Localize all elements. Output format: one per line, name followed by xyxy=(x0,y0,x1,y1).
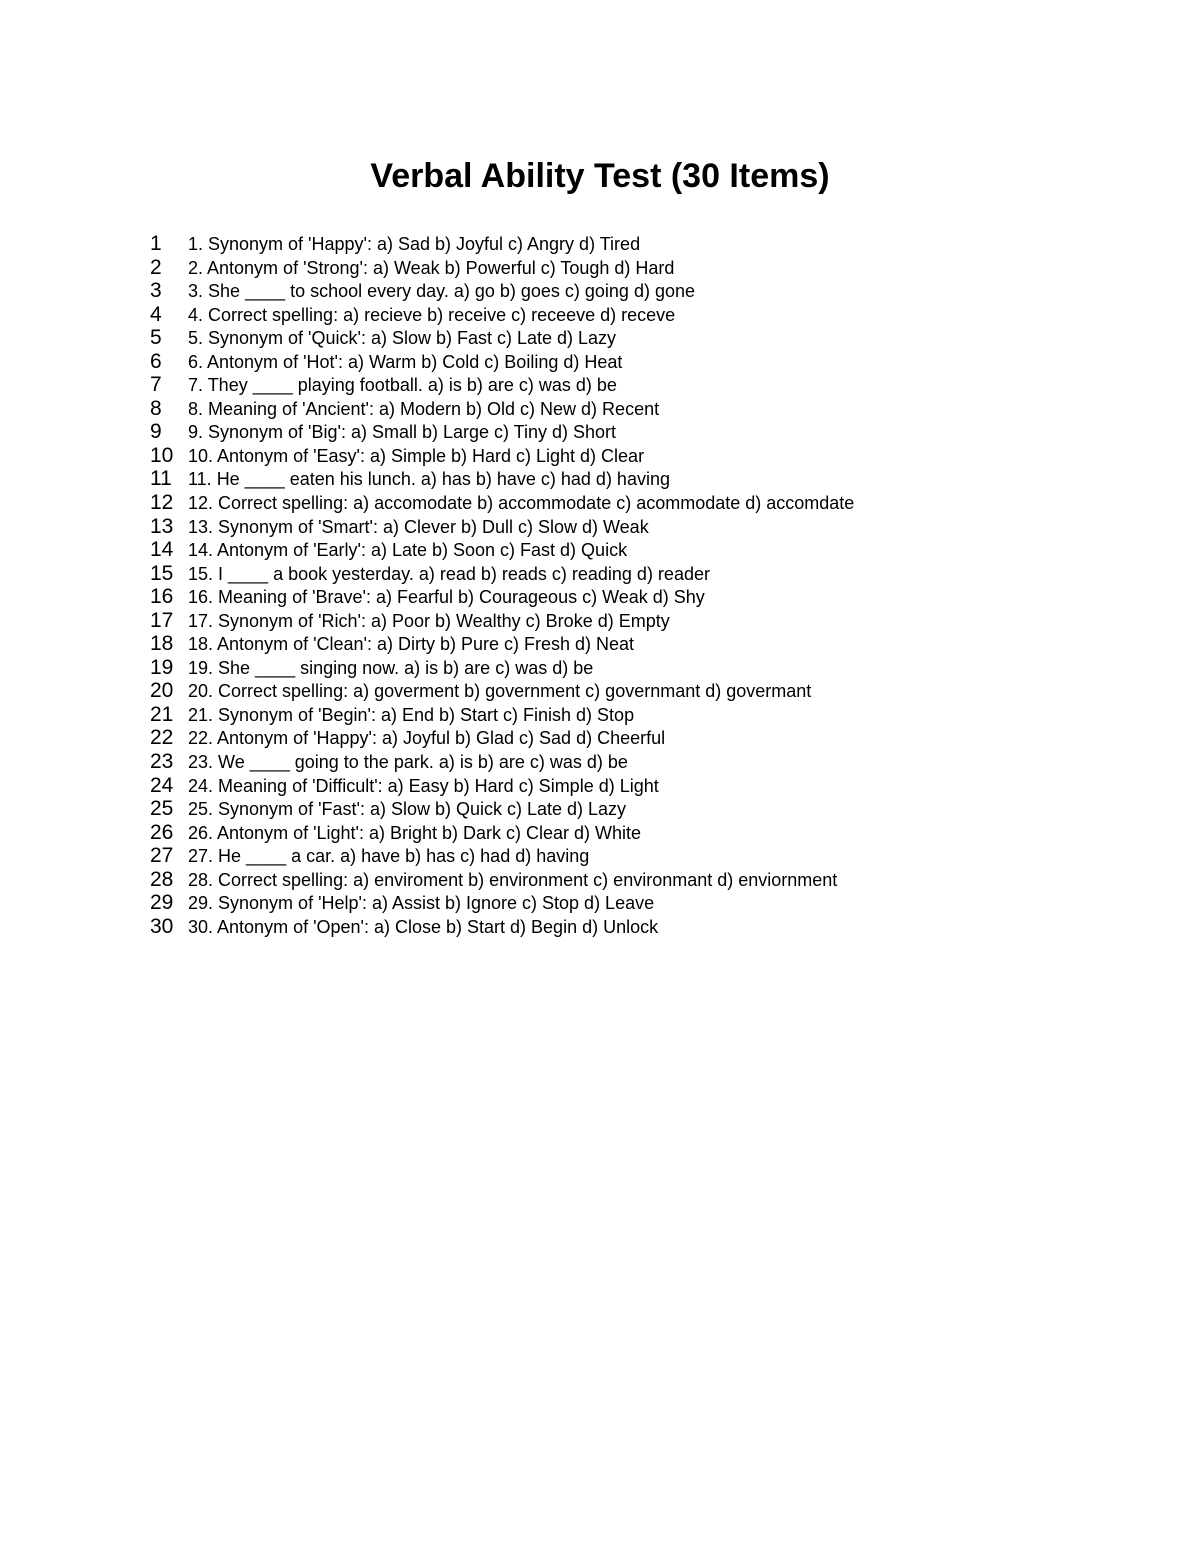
question-item xyxy=(150,868,1050,892)
page-title: Verbal Ability Test (30 Items) xyxy=(370,157,830,195)
line-number: 27 xyxy=(150,844,174,868)
question-text: 11. He ____ eaten his lunch. a) has b) have c) had d) having xyxy=(188,469,670,490)
line-number: 18 xyxy=(150,632,174,656)
question-item xyxy=(150,632,1050,656)
question-list xyxy=(150,232,1050,938)
question-text: 4. Correct spelling: a) recieve b) receive c) receeve d) receve xyxy=(188,304,676,325)
line-number: 3 xyxy=(150,279,162,303)
question-item xyxy=(150,844,1050,868)
question-text: 14. Antonym of 'Early': a) Late b) Soon c) Fast d) Quick xyxy=(188,540,628,561)
question-text: 28. Correct spelling: a) enviroment b) environment c) environmant d) enviornment xyxy=(188,869,838,890)
question-text: 29. Synonym of 'Help': a) Assist b) Ignore c) Stop d) Leave xyxy=(188,893,655,914)
question-text: 20. Correct spelling: a) goverment b) government c) governmant d) govermant xyxy=(188,681,812,702)
line-number: 29 xyxy=(150,891,174,915)
line-number: 15 xyxy=(150,561,174,585)
question-text: 2. Antonym of 'Strong': a) Weak b) Powerful c) Tough d) Hard xyxy=(188,257,675,278)
question-item xyxy=(150,373,1050,397)
question-text: 15. I ____ a book yesterday. a) read b) reads c) reading d) reader xyxy=(188,563,710,584)
line-number: 12 xyxy=(150,491,174,515)
line-number: 25 xyxy=(150,797,174,821)
question-text: 23. We ____ going to the park. a) is b) are c) was d) be xyxy=(188,752,628,773)
line-number: 21 xyxy=(150,702,174,726)
question-text: 3. She ____ to school every day. a) go b) goes c) going d) gone xyxy=(188,281,695,302)
question-text: 10. Antonym of 'Easy': a) Simple b) Hard c) Light d) Clear xyxy=(188,445,645,466)
question-text: 13. Synonym of 'Smart': a) Clever b) Dull c) Slow d) Weak xyxy=(188,516,649,537)
question-text: 9. Synonym of 'Big': a) Small b) Large c) Tiny d) Short xyxy=(188,422,617,443)
question-item xyxy=(150,491,1050,515)
question-item xyxy=(150,397,1050,421)
question-text: 21. Synonym of 'Begin': a) End b) Start c) Finish d) Stop xyxy=(188,704,635,725)
question-item xyxy=(150,703,1050,727)
line-number: 28 xyxy=(150,867,174,891)
line-number: 5 xyxy=(150,326,162,350)
line-number: 2 xyxy=(150,255,162,279)
question-text: 22. Antonym of 'Happy': a) Joyful b) Glad c) Sad d) Cheerful xyxy=(188,728,666,749)
question-item xyxy=(150,467,1050,491)
line-number: 13 xyxy=(150,514,174,538)
question-item xyxy=(150,515,1050,539)
line-number: 9 xyxy=(150,420,162,444)
question-item xyxy=(150,562,1050,586)
question-text: 24. Meaning of 'Difficult': a) Easy b) Hard c) Simple d) Light xyxy=(188,775,659,796)
line-number: 7 xyxy=(150,373,162,397)
question-text: 27. He ____ a car. a) have b) has c) had d) having xyxy=(188,846,590,867)
line-number: 19 xyxy=(150,655,174,679)
question-item xyxy=(150,279,1050,303)
line-number: 23 xyxy=(150,750,174,774)
question-item xyxy=(150,821,1050,845)
line-number: 4 xyxy=(150,302,162,326)
line-number: 20 xyxy=(150,679,174,703)
line-number: 24 xyxy=(150,773,174,797)
question-item xyxy=(150,538,1050,562)
question-text: 26. Antonym of 'Light': a) Bright b) Dark c) Clear d) White xyxy=(188,822,642,843)
line-number: 16 xyxy=(150,585,174,609)
question-text: 1. Synonym of 'Happy': a) Sad b) Joyful c) Angry d) Tired xyxy=(188,234,641,254)
question-item xyxy=(150,256,1050,280)
line-number: 6 xyxy=(150,349,162,373)
question-item xyxy=(150,797,1050,821)
line-number: 22 xyxy=(150,726,174,750)
question-item xyxy=(150,750,1050,774)
question-item xyxy=(150,656,1050,680)
line-number: 8 xyxy=(150,396,162,420)
question-item xyxy=(150,679,1050,703)
line-number: 1 xyxy=(150,232,162,255)
question-text: 17. Synonym of 'Rich': a) Poor b) Wealthy c) Broke d) Empty xyxy=(188,610,670,631)
question-item xyxy=(150,303,1050,327)
question-text: 18. Antonym of 'Clean': a) Dirty b) Pure c) Fresh d) Neat xyxy=(188,634,635,655)
question-text: 16. Meaning of 'Brave': a) Fearful b) Courageous c) Weak d) Shy xyxy=(188,587,705,608)
line-number: 10 xyxy=(150,443,174,467)
line-number: 11 xyxy=(150,467,172,491)
question-text: 19. She ____ singing now. a) is b) are c) was d) be xyxy=(188,657,594,678)
question-item xyxy=(150,232,1050,256)
question-text: 5. Synonym of 'Quick': a) Slow b) Fast c) Late d) Lazy xyxy=(188,328,617,349)
question-item xyxy=(150,774,1050,798)
line-number: 17 xyxy=(150,608,174,632)
question-item xyxy=(150,609,1050,633)
question-item xyxy=(150,891,1050,915)
line-number: 30 xyxy=(150,914,174,938)
question-text: 30. Antonym of 'Open': a) Close b) Start d) Begin d) Unlock xyxy=(188,916,659,937)
question-text: 12. Correct spelling: a) accomodate b) accommodate c) acommodate d) accomdate xyxy=(188,493,855,514)
question-text: 25. Synonym of 'Fast': a) Slow b) Quick c) Late d) Lazy xyxy=(188,799,627,820)
line-number: 14 xyxy=(150,538,174,562)
question-item xyxy=(150,350,1050,374)
question-text: 6. Antonym of 'Hot': a) Warm b) Cold c) Boiling d) Heat xyxy=(188,351,623,372)
line-number: 26 xyxy=(150,820,174,844)
question-item xyxy=(150,726,1050,750)
question-text: 8. Meaning of 'Ancient': a) Modern b) Old c) New d) Recent xyxy=(188,398,660,419)
question-item xyxy=(150,444,1050,468)
question-item xyxy=(150,585,1050,609)
question-item xyxy=(150,420,1050,444)
question-text: 7. They ____ playing football. a) is b) are c) was d) be xyxy=(188,375,617,396)
question-item xyxy=(150,915,1050,939)
question-item xyxy=(150,326,1050,350)
